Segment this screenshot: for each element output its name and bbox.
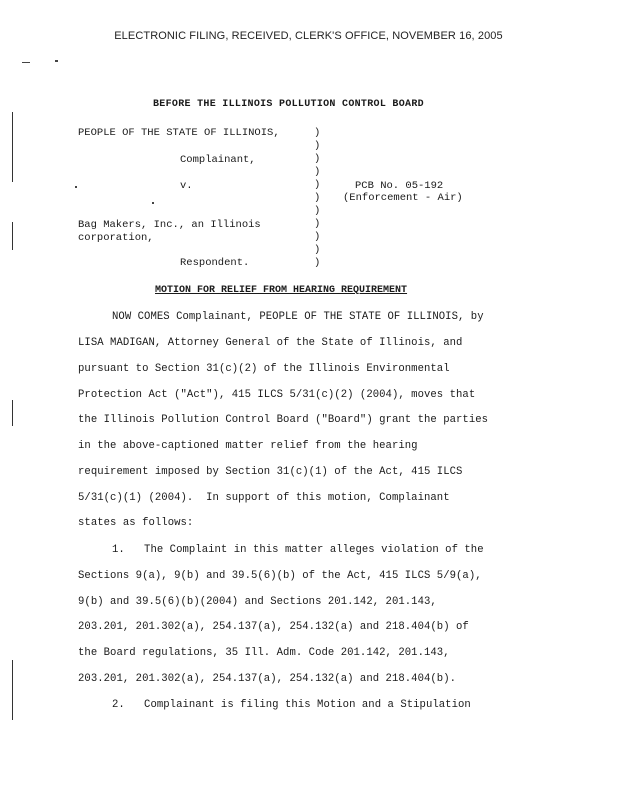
paragraph-1-line: 9(b) and 39.5(6)(b)(2004) and Sections 201.142, 201.143, <box>78 596 437 608</box>
body-line: states as follows: <box>78 517 194 529</box>
paragraph-1-line: 1. The Complaint in this matter alleges violation of the <box>112 544 484 556</box>
board-heading: BEFORE THE ILLINOIS POLLUTION CONTROL BOARD <box>153 99 424 110</box>
paragraph-1-line: the Board regulations, 35 Ill. Adm. Code 201.142, 201.143, <box>78 647 450 659</box>
respondent-name-line2: corporation, <box>78 232 154 244</box>
scan-mark <box>22 62 30 63</box>
body-line: LISA MADIGAN, Attorney General of the State of Illinois, and <box>78 337 463 349</box>
body-line: Protection Act ("Act"), 415 ILCS 5/31(c)(2) (2004), moves that <box>78 389 476 401</box>
margin-line <box>12 222 13 250</box>
caption-paren: ) <box>314 179 321 191</box>
caption-paren: ) <box>314 205 321 217</box>
respondent-role: Respondent. <box>180 257 250 269</box>
paragraph-1-line: Sections 9(a), 9(b) and 39.5(6)(b) of the Act, 415 ILCS 5/9(a), <box>78 570 482 582</box>
body-line: 5/31(c)(1) (2004). In support of this motion, Complainant <box>78 492 450 504</box>
body-line: NOW COMES Complainant, PEOPLE OF THE STATE OF ILLINOIS, by <box>112 311 484 323</box>
complainant-name: PEOPLE OF THE STATE OF ILLINOIS, <box>78 127 280 139</box>
scan-mark <box>55 60 58 62</box>
body-line: requirement imposed by Section 31(c)(1) of the Act, 415 ILCS <box>78 466 463 478</box>
body-line: the Illinois Pollution Control Board ("Board") grant the parties <box>78 414 489 426</box>
caption-paren: ) <box>314 192 321 204</box>
caption-paren: ) <box>314 218 321 230</box>
scan-mark <box>75 186 77 188</box>
paragraph-1-line: 203.201, 201.302(a), 254.137(a), 254.132(a) and 218.404(b) of <box>78 621 469 633</box>
scan-mark <box>152 202 154 204</box>
caption-paren: ) <box>314 257 321 269</box>
caption-paren: ) <box>314 140 321 152</box>
paragraph-1-line: 203.201, 201.302(a), 254.137(a), 254.132(a) and 218.404(b). <box>78 673 457 685</box>
case-number: PCB No. 05-192 <box>355 180 444 192</box>
paragraph-2-line: 2. Complainant is filing this Motion and a Stipulation <box>112 699 471 711</box>
body-line: in the above-captioned matter relief from the hearing <box>78 440 418 452</box>
filing-banner: ELECTRONIC FILING, RECEIVED, CLERK'S OFFICE, NOVEMBER 16, 2005 <box>114 30 503 42</box>
motion-title: MOTION FOR RELIEF FROM HEARING REQUIREMENT <box>155 285 408 296</box>
body-line: pursuant to Section 31(c)(2) of the Illinois Environmental <box>78 363 450 375</box>
caption-paren: ) <box>314 127 321 139</box>
respondent-name-line1: Bag Makers, Inc., an Illinois <box>78 219 261 231</box>
versus-label: v. <box>180 180 193 192</box>
caption-paren: ) <box>314 153 321 165</box>
complainant-role: Complainant, <box>180 154 256 166</box>
caption-paren: ) <box>314 244 321 256</box>
caption-paren: ) <box>314 166 321 178</box>
margin-line <box>12 660 13 720</box>
case-type: (Enforcement - Air) <box>343 192 463 204</box>
margin-line <box>12 112 13 182</box>
margin-line <box>12 400 13 426</box>
caption-paren: ) <box>314 231 321 243</box>
